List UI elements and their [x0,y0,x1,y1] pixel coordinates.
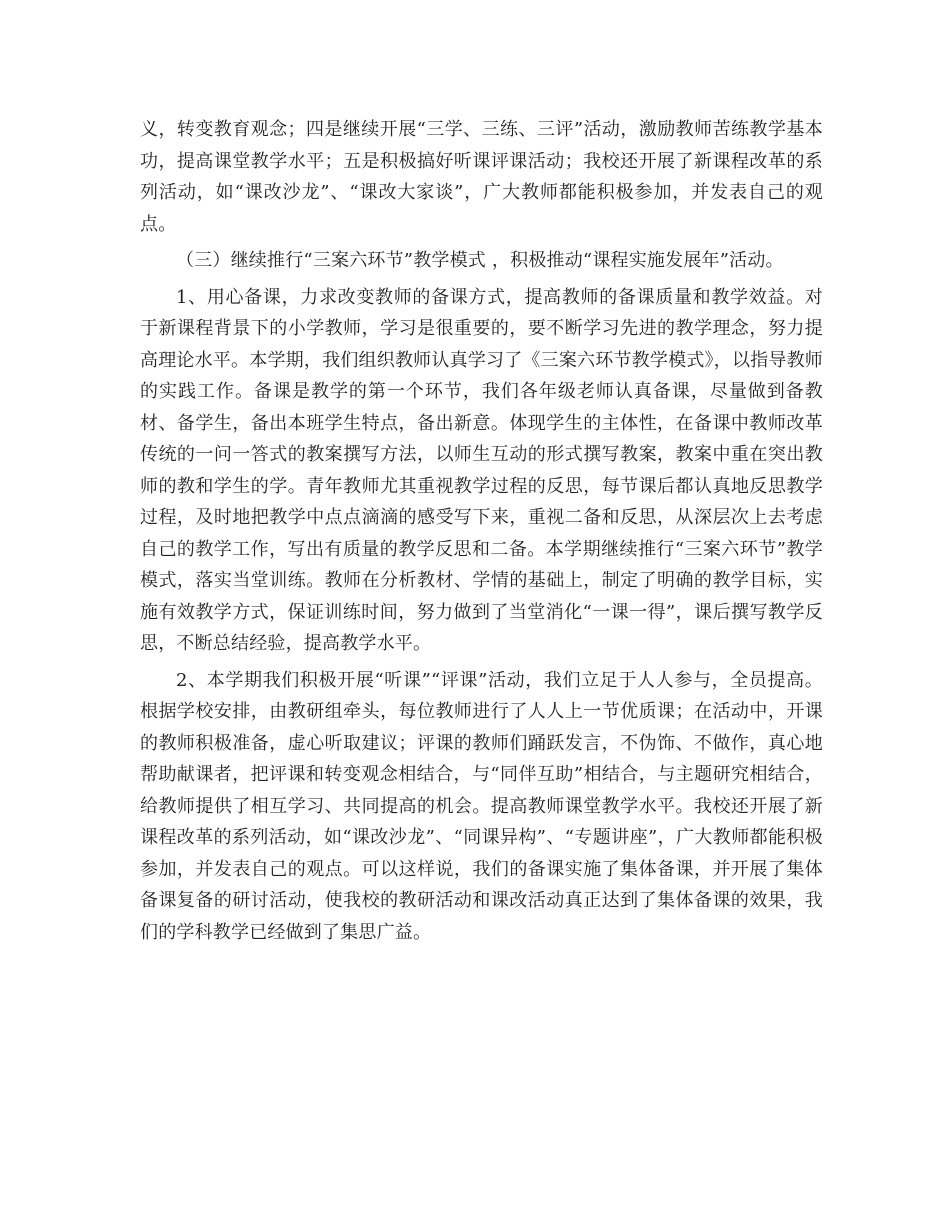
paragraph-lesson-evaluation: 2、本学期我们积极开展“听课”“评课”活动，我们立足于人人参与，全员提高。根据学校安排，由教研组牵头，每位教师进行了人人上一节优质课；在活动中，开课的教师积极准备，虚心听取建议；评课的教师们踊跃发言，不伪饰、不做作，真心地帮助献课者，把评课和转变观念相结合，与“同伴互助”相结合，与主题研究相结合，给教师提供了相互学习、共同提高的机会。提高教师课堂教学水平。我校还开展了新课程改革的系列活动，如“课改沙龙”、“同课异构”、“专题讲座”，广大教师都能积极参加，并发表自己的观点。可以这样说，我们的备课实施了集体备课，并开展了集体备课复备的研讨活动，使我校的教研活动和课改活动真正达到了集体备课的效果，我们的学科教学已经做到了集思广益。 [140,669,823,943]
paragraph-continuation: 义，转变教育观念；四是继续开展“三学、三练、三评”活动，激励教师苦练教学基本功，提高课堂教学水平；五是积极搞好听课评课活动；我校还开展了新课程改革的系列活动，如“课改沙龙”、“课改大家谈”，广大教师都能积极参加，并发表自己的观点。 [140,119,823,235]
section-heading: （三）继续推行“三案六环节”教学模式 ，积极推动“课程实施发展年”活动。 [176,250,784,271]
document-body [140,114,823,948]
paragraph-lesson-prep: 1、用心备课，力求改变教师的备课方式，提高教师的备课质量和教学效益。对于新课程背景下的小学教师，学习是很重要的，要不断学习先进的教学理念，努力提高理论水平。本学期，我们组织教师认真学习了《三案六环节教学模式》，以指导教师的实践工作。备课是教学的第一个环节，我们各年级老师认真备课，尽量做到备教材、备学生，备出本班学生特点，备出新意。体现学生的主体性，在备课中教师改革传统的一问一答式的教案撰写方法，以师生互动的形式撰写教案，教案中重在突出教师的教和学生的学。青年教师尤其重视教学过程的反思，每节课后都认真地反思教学过程，及时地把教学中点点滴滴的感受写下来，重视二备和反思，从深层次上去考虑自己的教学工作，写出有质量的教学反思和二备。本学期继续推行“三案六环节”教学模式，落实当堂训练。教师在分析教材、学情的基础上，制定了明确的教学目标，实施有效教学方式，保证训练时间，努力做到了当堂消化“一课一得”，课后撰写教学反思，不断总结经验，提高教学水平。 [140,286,823,654]
